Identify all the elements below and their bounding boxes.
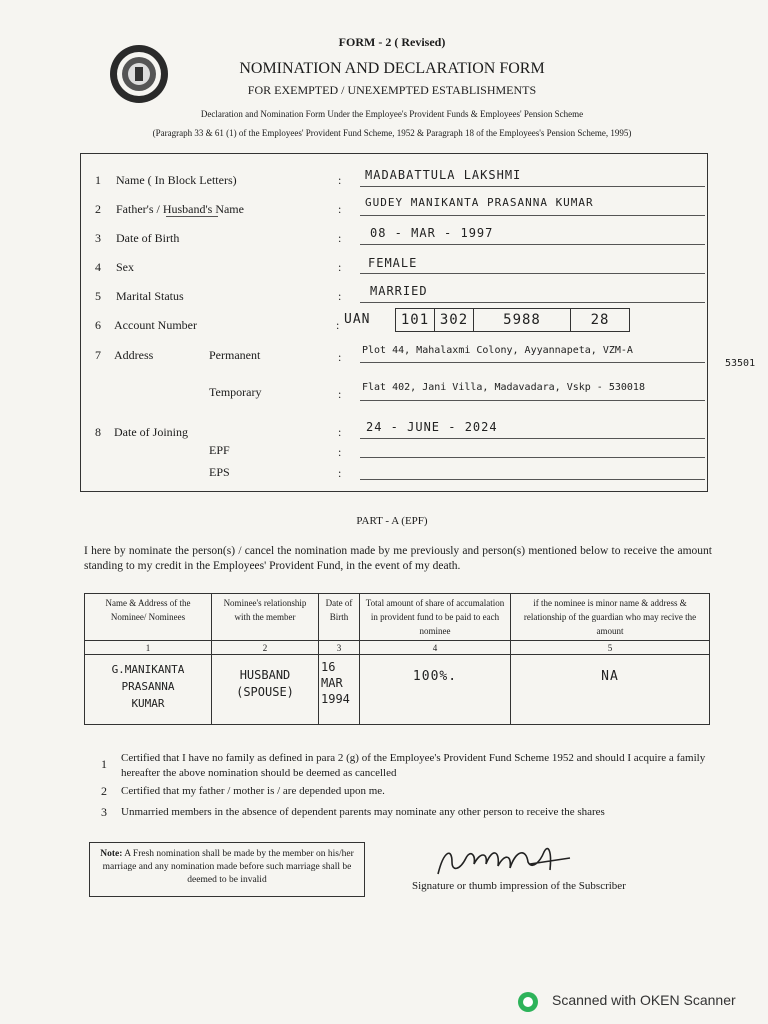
uan-prefix: UAN <box>344 312 371 327</box>
permanent-address-continued: 53501 <box>725 358 756 369</box>
uan-box: 5988 <box>474 309 571 331</box>
spouse-name-label: Father's / Husband's Name <box>116 202 244 216</box>
name-value: MADABATTULA LAKSHMI <box>365 168 522 182</box>
nominee-name-line: PRASANNA <box>121 680 175 693</box>
underline <box>360 186 705 187</box>
cert-number: 3 <box>101 805 107 819</box>
underline <box>360 215 705 216</box>
nominee-dob-cell <box>319 655 360 725</box>
part-a-title: PART - A (EPF) <box>356 515 428 527</box>
uan-box: 302 <box>435 309 474 331</box>
column-header: Nominee's relationship with the member <box>212 594 319 641</box>
field-number: 1 <box>95 173 101 187</box>
colon: : <box>338 425 342 439</box>
cert-text: Certified that I have no family as defined in para 2 (g) of the Employee's Provident Fund Scheme 1952 and should I acquire a family hereafter the above nomination should be deemed as cancelled <box>121 752 706 779</box>
guardian-cell: NA <box>511 655 710 725</box>
column-header: Name & Address of the Nominee/ Nominees <box>85 594 212 641</box>
uan-box: 101 <box>396 309 435 331</box>
cert-number: 1 <box>101 757 107 771</box>
marital-status-label: Marital Status <box>116 289 184 303</box>
relationship-cell <box>212 655 319 725</box>
note-label: Note: <box>100 849 123 859</box>
underline <box>360 273 705 274</box>
colon: : <box>336 318 340 332</box>
temporary-address-value: Flat 402, Jani Villa, Madavadara, Vskp - 530018 <box>362 382 645 393</box>
epf-label: EPF <box>209 443 230 457</box>
permanent-address-value: Plot 44, Mahalaxmi Colony, Ayyannapeta, VZM-A <box>362 345 633 356</box>
column-number: 4 <box>360 641 511 655</box>
dob-line: 1994 <box>321 692 350 706</box>
cert-number: 2 <box>101 784 107 798</box>
uan-number-boxes <box>395 308 630 332</box>
relationship-line: HUSBAND <box>239 668 291 682</box>
name-label: Name ( In Block Letters) <box>116 173 237 187</box>
field-number: 7 <box>95 348 101 362</box>
column-header: if the nominee is minor name & address & relationship of the guardian who may recive the amount <box>511 594 710 641</box>
uan-box: 28 <box>590 312 610 328</box>
eps-label: EPS <box>209 465 230 479</box>
dob-line: 16 <box>321 660 336 674</box>
sex-value: FEMALE <box>368 256 418 270</box>
colon: : <box>338 202 342 216</box>
note-text: A Fresh nomination shall be made by the member on his/her marriage and any nomination made before such marriage shall be deemed to be invalid <box>102 849 354 885</box>
cert-text: Certified that my father / mother is / are depended upon me. <box>121 785 385 797</box>
colon: : <box>338 387 342 401</box>
sex-label: Sex <box>116 260 134 274</box>
address-label: Address <box>114 348 154 362</box>
temporary-label: Temporary <box>209 385 262 399</box>
nominee-name-line: KUMAR <box>131 697 165 710</box>
colon: : <box>338 466 342 480</box>
column-header: Total amount of share of accumalation in provident fund to be paid to each nominee <box>360 594 511 641</box>
colon: : <box>338 289 342 303</box>
dob-label: Date of Birth <box>116 231 180 245</box>
field-number: 5 <box>95 289 101 303</box>
underline <box>360 302 705 303</box>
field-number: 3 <box>95 231 101 245</box>
note-box <box>89 842 365 897</box>
column-number: 2 <box>212 641 319 655</box>
share-cell: 100%. <box>360 655 511 725</box>
colon: : <box>338 231 342 245</box>
scanner-logo-icon <box>517 991 539 1013</box>
husband-underline <box>166 216 218 217</box>
colon: : <box>338 260 342 274</box>
colon: : <box>338 445 342 459</box>
underline <box>360 479 705 480</box>
form-paragraph-reference: (Paragraph 33 & 61 (1) of the Employees' Provident Fund Scheme, 1952 & Paragraph 18 of the Employees's Pension Scheme, 1995) <box>152 128 632 138</box>
underline <box>360 400 705 401</box>
column-header: Date of Birth <box>319 594 360 641</box>
column-number: 5 <box>511 641 710 655</box>
form-description: Declaration and Nomination Form Under the Employee's Provident Funds & Employees' Pension Scheme <box>200 109 584 119</box>
field-number: 2 <box>95 202 101 216</box>
underline <box>360 362 705 363</box>
dob-value: 08 - MAR - 1997 <box>370 226 494 240</box>
colon: : <box>338 350 342 364</box>
dob-line: MAR <box>321 676 343 690</box>
column-number: 1 <box>85 641 212 655</box>
spouse-name-value: GUDEY MANIKANTA PRASANNA KUMAR <box>365 196 594 209</box>
column-number: 3 <box>319 641 360 655</box>
field-number: 4 <box>95 260 101 274</box>
form-title: NOMINATION AND DECLARATION FORM <box>239 60 545 77</box>
underline <box>360 438 705 439</box>
form-subtitle: FOR EXEMPTED / UNEXEMPTED ESTABLISHMENTS <box>247 83 537 97</box>
permanent-label: Permanent <box>209 348 261 362</box>
joining-date-value: 24 - JUNE - 2024 <box>366 420 498 434</box>
subscriber-signature <box>430 840 580 882</box>
colon: : <box>338 173 342 187</box>
signature-caption: Signature or thumb impression of the Subscriber <box>412 880 626 892</box>
field-number: 8 <box>95 425 101 439</box>
marital-status-value: MARRIED <box>370 284 428 298</box>
account-number-label: Account Number <box>114 318 197 332</box>
field-number: 6 <box>95 318 101 332</box>
nominee-name-line: G.MANIKANTA <box>111 663 185 676</box>
underline <box>360 244 705 245</box>
joining-date-label: Date of Joining <box>114 425 188 439</box>
part-a-intro: I here by nominate the person(s) / cancel the nomination made by me previously and person(s) mentioned below to receive the amount standing to my credit in the Employees' Provident Fund, in the event of my death. <box>84 545 712 572</box>
form-number: FORM - 2 ( Revised) <box>338 35 446 49</box>
nominee-table <box>84 593 710 725</box>
relationship-line: (SPOUSE) <box>236 685 294 699</box>
cert-text: Unmarried members in the absence of dependent parents may nominate any other person to receive the shares <box>121 806 605 818</box>
underline <box>360 457 705 458</box>
nominee-name-cell <box>85 655 212 725</box>
scanner-watermark: Scanned with OKEN Scanner <box>552 992 736 1008</box>
